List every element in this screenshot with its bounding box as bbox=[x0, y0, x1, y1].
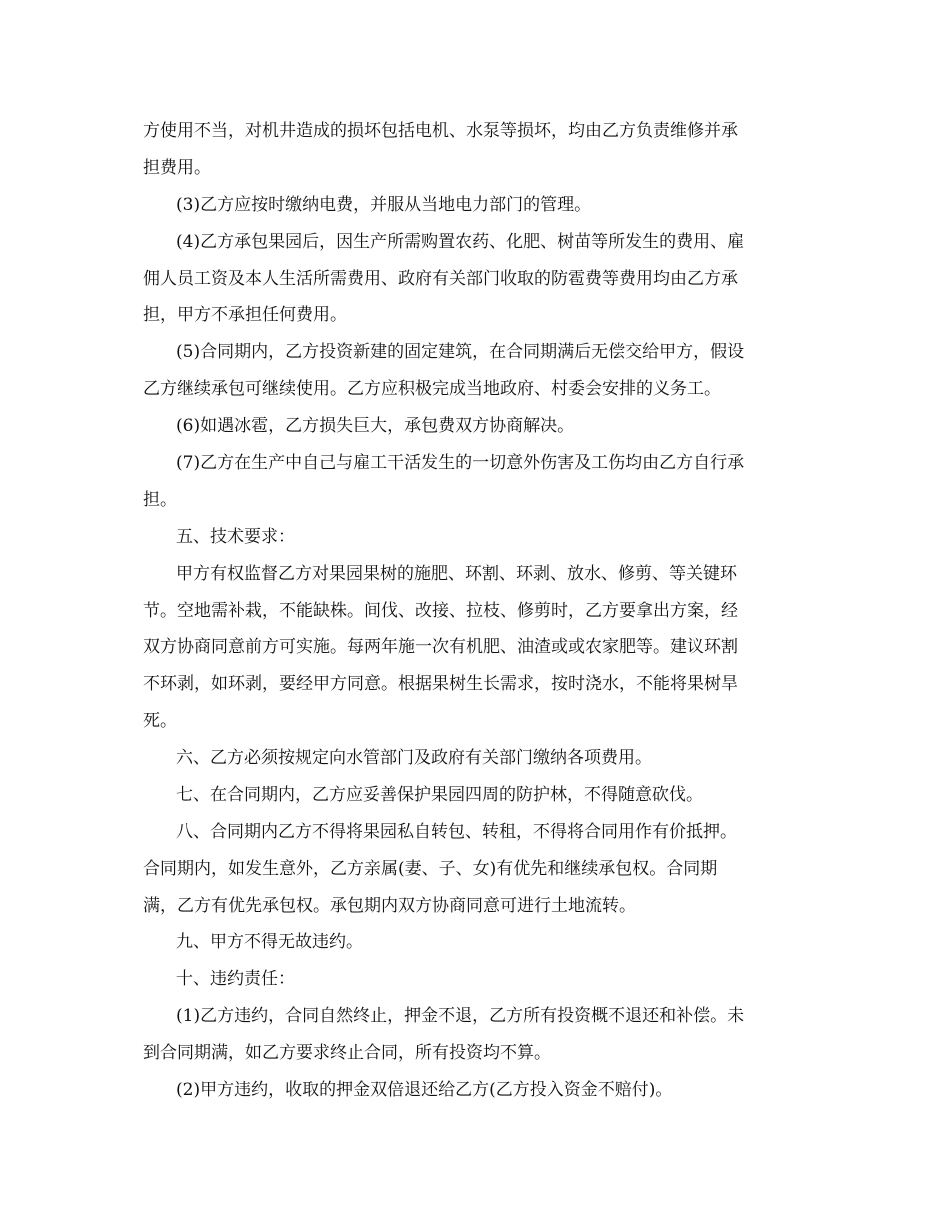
text-line: 乙方继续承包可继续使用。乙方应积极完成当地政府、村委会安排的义务工。 bbox=[143, 379, 721, 399]
section-heading: 七、在合同期内，乙方应妥善保护果园四周的防护林，不得随意砍伐。 bbox=[176, 785, 703, 805]
text-line: (1)乙方违约，合同自然终止，押金不退，乙方所有投资概不退还和补偿。未 bbox=[176, 1006, 745, 1026]
section-heading: 八、合同期内乙方不得将果园私自转包、转租，不得将合同用作有价抵押。 bbox=[176, 822, 737, 842]
text-line: 节。空地需补栽，不能缺株。间伐、改接、拉枝、修剪时，乙方要拿出方案，经 bbox=[143, 601, 738, 621]
text-line: 担。 bbox=[143, 490, 177, 510]
text-line: (2)甲方违约，收取的押金双倍退还给乙方(乙方投入资金不赔付)。 bbox=[176, 1080, 673, 1100]
text-line: 担费用。 bbox=[143, 158, 211, 178]
text-line: 双方协商同意前方可实施。每两年施一次有机肥、油渣或或农家肥等。建议环割 bbox=[143, 637, 738, 657]
text-line: 方使用不当，对机井造成的损坏包括电机、水泵等损坏，均由乙方负责维修并承 bbox=[143, 121, 738, 141]
text-line: 甲方有权监督乙方对果园果树的施肥、环割、环剥、放水、修剪、等关键环 bbox=[176, 564, 737, 584]
text-line: (7)乙方在生产中自己与雇工干活发生的一切意外伤害及工伤均由乙方自行承 bbox=[176, 453, 745, 473]
text-line: 佣人员工资及本人生活所需费用、政府有关部门收取的防雹费等费用均由乙方承 bbox=[143, 269, 738, 289]
text-line: 满，乙方有优先承包权。承包期内双方协商同意可进行土地流转。 bbox=[143, 896, 636, 916]
text-line: 到合同期满，如乙方要求终止合同，所有投资均不算。 bbox=[143, 1043, 551, 1063]
text-line: (5)合同期内，乙方投资新建的固定建筑，在合同期满后无偿交给甲方，假设 bbox=[176, 342, 745, 362]
section-heading: 九、甲方不得无故违约。 bbox=[176, 932, 363, 952]
text-line: 死。 bbox=[143, 711, 177, 731]
section-heading: 六、乙方必须按规定向水管部门及政府有关部门缴纳各项费用。 bbox=[176, 748, 652, 768]
text-line: 合同期内，如发生意外，乙方亲属(妻、子、女)有优先和继续承包权。合同期 bbox=[143, 859, 718, 879]
section-heading: 十、违约责任： bbox=[176, 969, 295, 989]
text-line: (4)乙方承包果园后，因生产所需购置农药、化肥、树苗等所发生的费用、雇 bbox=[176, 232, 745, 252]
text-line: (6)如遇冰雹，乙方损失巨大，承包费双方协商解决。 bbox=[176, 416, 575, 436]
text-line: 不环剥，如环剥，要经甲方同意。根据果树生长需求，按时浇水，不能将果树旱 bbox=[143, 674, 738, 694]
text-line: 担，甲方不承担任何费用。 bbox=[143, 305, 347, 325]
section-heading: 五、技术要求： bbox=[176, 527, 295, 547]
text-line: (3)乙方应按时缴纳电费，并服从当地电力部门的管理。 bbox=[176, 195, 592, 215]
